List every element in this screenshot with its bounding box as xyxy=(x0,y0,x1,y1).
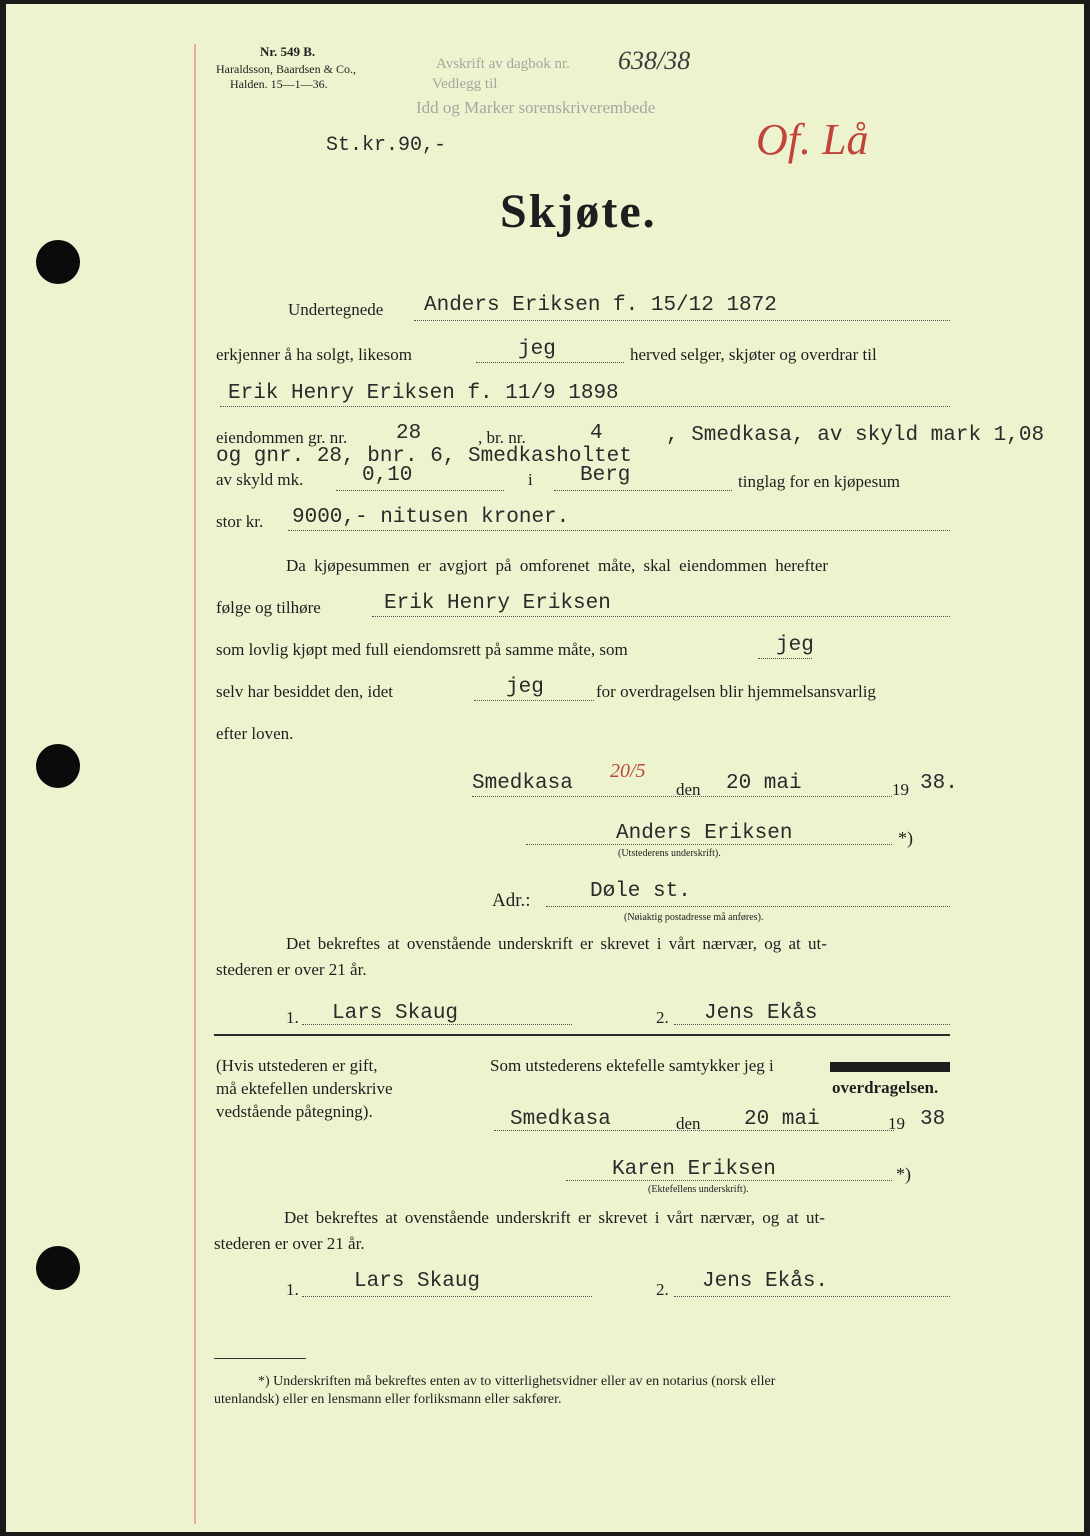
footnote-mark-1: *) xyxy=(898,828,913,848)
paragraph-line-3: som lovlig kjøpt med full eiendomsrett på samme måte, som xyxy=(216,640,628,659)
property-description-2: og gnr. 28, bnr. 6, Smedkasholtet xyxy=(216,445,632,468)
spouse-consent: Som utstederens ektefelle samtykker jeg i xyxy=(490,1056,774,1075)
price-line xyxy=(288,530,950,531)
punch-hole-top xyxy=(36,240,80,284)
address-value: Døle st. xyxy=(590,880,691,903)
tinglag-line xyxy=(554,490,732,491)
place-1: Smedkasa xyxy=(472,772,573,795)
redaction-strike xyxy=(830,1062,950,1072)
printer-date: Halden. 15—1—36. xyxy=(230,77,328,91)
spouse-signature: Karen Eriksen xyxy=(612,1158,776,1181)
seller-label: Undertegnede xyxy=(288,300,384,319)
pronoun-line-2 xyxy=(758,658,812,659)
gnr-label: eiendommen gr. nr. xyxy=(216,428,348,447)
den-label-1: den xyxy=(676,780,701,799)
stor-label: stor kr. xyxy=(216,512,264,531)
paragraph-line-1: Da kjøpesummen er avgjort på omforenet måte, skal eiendommen herefter xyxy=(286,556,829,575)
new-owner-line xyxy=(372,616,950,617)
seller-line xyxy=(414,320,950,321)
buyer-line xyxy=(220,406,950,407)
pronoun-line-1 xyxy=(476,362,624,363)
section-divider xyxy=(214,1034,950,1036)
issuer-line xyxy=(526,844,892,845)
skyld-value: 0,10 xyxy=(362,464,413,487)
spouse-consent-end: overdragelsen. xyxy=(832,1078,939,1097)
new-owner-name: Erik Henry Eriksen xyxy=(384,592,611,615)
date-1: 20 mai xyxy=(726,772,802,795)
acknowledge-text: erkjenner å ha solgt, likesom xyxy=(216,345,412,364)
witness-1-number: 1. xyxy=(286,1008,299,1027)
witness-2-line xyxy=(674,1024,950,1025)
witness-text-2a: Det bekreftes at ovenstående underskrift er skrevet i vårt nærvær, og at ut- xyxy=(284,1208,825,1227)
witness-text-1a: Det bekreftes at ovenstående underskrift er skrevet i vårt nærvær, og at ut- xyxy=(286,934,827,953)
property-description-1: , Smedkasa, av skyld mark 1,08 xyxy=(666,424,1045,447)
witness-4-line xyxy=(674,1296,950,1297)
issuer-signature: Anders Eriksen xyxy=(616,822,793,845)
spouse-note-1: (Hvis utstederen er gift, xyxy=(216,1056,378,1075)
footnote-line-1: *) Underskriften må bekreftes enten av to vitterlighetsvidner eller av en notarius (norsk eller xyxy=(258,1374,776,1389)
sells-text: herved selger, skjøter og overdrar til xyxy=(630,345,877,364)
paragraph-line-5: efter loven. xyxy=(216,724,294,743)
bnr-label: , br. nr. xyxy=(478,428,526,447)
bnr-value: 4 xyxy=(590,422,603,445)
stamp-line-1: Avskrift av dagbok nr. xyxy=(436,56,570,72)
stamp-duty: St.kr.90,- xyxy=(326,134,447,157)
price-value: 9000,- nitusen kroner. xyxy=(292,506,570,529)
place-2: Smedkasa xyxy=(510,1108,611,1131)
seller-pronoun-1: jeg xyxy=(518,338,556,361)
year-prefix-1: 19 xyxy=(892,780,909,799)
paragraph-line-4b: for overdragelsen blir hjemmelsansvarlig xyxy=(596,682,876,701)
witness-4-number: 2. xyxy=(656,1280,669,1299)
year-1: 38. xyxy=(920,772,958,795)
witness-1-name: Lars Skaug xyxy=(332,1002,459,1025)
date-correction: 20/5 xyxy=(610,760,646,782)
deed-page xyxy=(6,4,1084,1532)
i-label: i xyxy=(528,470,533,489)
red-annotation: Of. Lå xyxy=(756,115,869,164)
den-label-2: den xyxy=(676,1114,701,1133)
witness-text-2b: stederen er over 21 år. xyxy=(214,1234,365,1253)
witness-2-number: 2. xyxy=(656,1008,669,1027)
address-line xyxy=(546,906,950,907)
stamp-line-3: Idd og Marker sorenskriverembede xyxy=(416,98,656,117)
margin-line xyxy=(194,44,196,1524)
punch-hole-bottom xyxy=(36,1246,80,1290)
tinglag-value: Berg xyxy=(580,464,631,487)
issuer-caption: (Utstederens underskrift). xyxy=(618,848,721,859)
buyer-name: Erik Henry Eriksen f. 11/9 1898 xyxy=(228,382,619,405)
paragraph-line-4a: selv har besiddet den, idet xyxy=(216,682,394,701)
gnr-value: 28 xyxy=(396,422,422,445)
witness-text-1b: stederen er over 21 år. xyxy=(216,960,367,979)
footnote-mark-2: *) xyxy=(896,1164,911,1184)
punch-hole-middle xyxy=(36,744,80,788)
seller-pronoun-2: jeg xyxy=(776,634,814,657)
skyld-line xyxy=(336,490,504,491)
witness-4-name: Jens Ekås. xyxy=(702,1270,829,1293)
journal-number: 638/38 xyxy=(618,46,691,75)
pronoun-line-3 xyxy=(474,700,594,701)
witness-3-number: 1. xyxy=(286,1280,299,1299)
year-prefix-2: 19 xyxy=(888,1114,905,1133)
spouse-caption: (Ektefellens underskrift). xyxy=(648,1184,749,1195)
address-label: Adr.: xyxy=(492,890,531,911)
skyld-label: av skyld mk. xyxy=(216,470,304,489)
follow-label: følge og tilhøre xyxy=(216,598,321,617)
footnote-rule xyxy=(214,1358,306,1359)
witness-3-line xyxy=(302,1296,592,1297)
spouse-note-3: vedstående påtegning). xyxy=(216,1102,373,1121)
year-2: 38 xyxy=(920,1108,946,1131)
footnote-line-2: utenlandsk) eller en lensmann eller forliksmann eller sakfører. xyxy=(214,1392,562,1407)
document-title: Skjøte. xyxy=(500,185,657,238)
form-number: Nr. 549 B. xyxy=(260,44,316,59)
witness-2-name: Jens Ekås xyxy=(704,1002,818,1025)
date-2: 20 mai xyxy=(744,1108,820,1131)
seller-name: Anders Eriksen f. 15/12 1872 xyxy=(424,294,777,317)
stamp-line-2: Vedlegg til xyxy=(432,76,498,92)
address-caption: (Nøiaktig postadresse må anføres). xyxy=(624,912,764,923)
witness-1-line xyxy=(302,1024,572,1025)
spouse-line xyxy=(566,1180,892,1181)
witness-3-name: Lars Skaug xyxy=(354,1270,481,1293)
spouse-note-2: må ektefellen underskrive xyxy=(216,1079,393,1098)
printer-line: Haraldsson, Baardsen & Co., xyxy=(216,62,356,76)
seller-pronoun-3: jeg xyxy=(506,676,544,699)
price-text: tinglag for en kjøpesum xyxy=(738,472,900,491)
